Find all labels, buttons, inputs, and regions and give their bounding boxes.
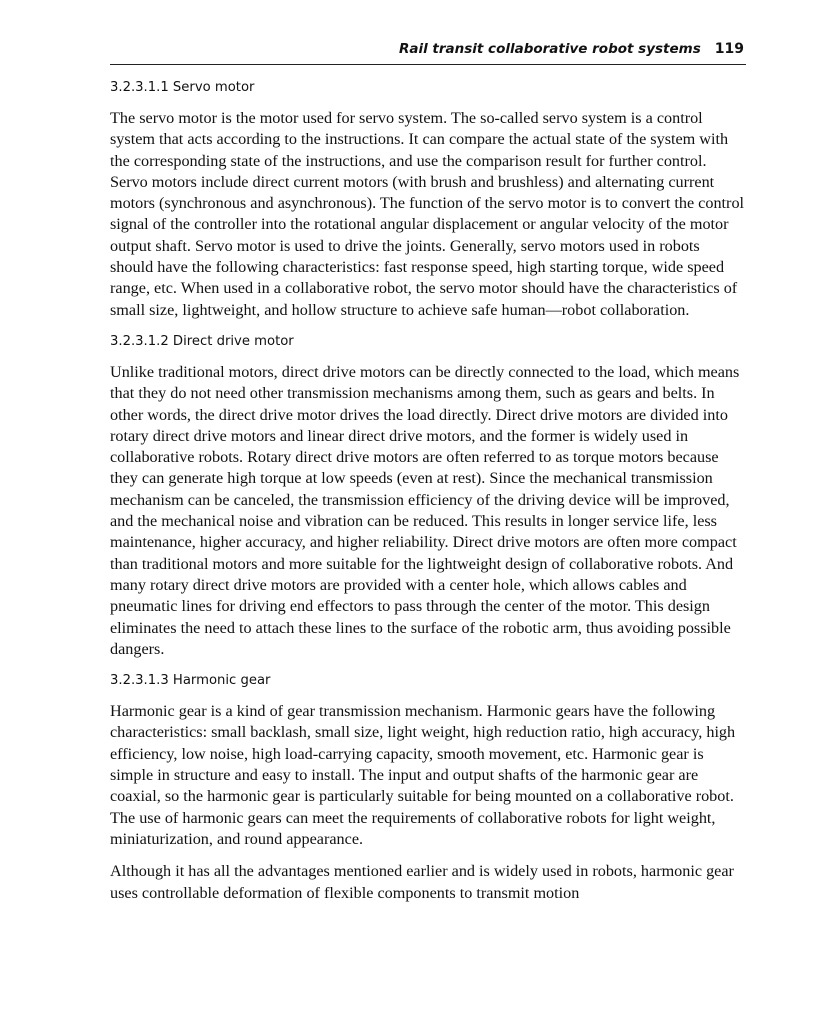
running-title: Rail transit collaborative robot systems — [398, 41, 701, 57]
paragraph-harmonic-gear-1: Harmonic gear is a kind of gear transmission mechanism. Harmonic gears have the following characteristics: small backlash, small size, light weight, high reduction ratio, high accuracy, high efficiency, low noise, high load-carrying capacity, smooth movement, etc. Harmonic gear is simple in structure and easy to install. The input and output shafts of the harmonic gear are coaxial, so the harmonic gear is particularly suitable for being mounted on a collaborative robot. The use of harmonic gears can meet the requirements of collaborative robots for light weight, miniaturization, and round appearance. — [110, 702, 736, 848]
page-number: 119 — [714, 41, 744, 57]
paragraph-servo-motor: The servo motor is the motor used for servo system. The so-called servo system is a control system that acts according to the instructions. It can compare the actual state of the system with the corresponding state of the instructions, and use the comparison result for further control. Servo motors include direct current motors (with brush and brushless) and alternating current motors (synchronous and asynchronous). The function of the servo motor is to convert the control signal of the controller into the rotational angular displacement or angular velocity of the motor output shaft. Servo motor is used to drive the joints. Generally, servo motors used in robots should have the following characteristics: fast response speed, high starting torque, wide speed range, etc. When used in a collaborative robot, the servo motor should have the characteristics of small size, lightweight, and hollow structure to achieve safe human—robot collaboration. — [110, 109, 745, 319]
paragraph-harmonic-gear-2: Although it has all the advantages mentioned earlier and is widely used in robots, harmonic gear uses controllable deformation of flexible components to transmit motion — [110, 862, 734, 902]
paragraph-direct-drive-motor: Unlike traditional motors, direct drive motors can be directly connected to the load, which means that they do not need other transmission mechanisms among them, such as gears and belts. In other words, the direct drive motor drives the load directly. Direct drive motors are divided into rotary direct drive motors and linear direct drive motors, and the former is widely used in collaborative robots. Rotary direct drive motors are often referred to as torque motors because they can generate high torque at low speeds (even at rest). Since the mechanical transmission mechanism can be canceled, the transmission efficiency of the driving device will be improved, and the mechanical noise and vibration can be reduced. This results in longer service life, less maintenance, higher accuracy, and higher reliability. Direct drive motors are often more compact than traditional motors and more suitable for the lightweight design of collaborative robots. And many rotary direct drive motors are provided with a center hole, which allows cables and pneumatic lines for driving end effectors to pass through the center of the motor. This design eliminates the need to attach these lines to the surface of the robotic arm, thus avoiding possible dangers. — [110, 362, 740, 658]
section-heading-harmonic-gear: 3.2.3.1.3 Harmonic gear — [110, 673, 271, 689]
section-heading-direct-drive-motor: 3.2.3.1.2 Direct drive motor — [110, 333, 294, 349]
page-content — [110, 78, 746, 915]
book-page — [110, 0, 746, 1024]
section-heading-servo-motor: 3.2.3.1.1 Servo motor — [110, 80, 255, 95]
running-header — [110, 38, 746, 65]
